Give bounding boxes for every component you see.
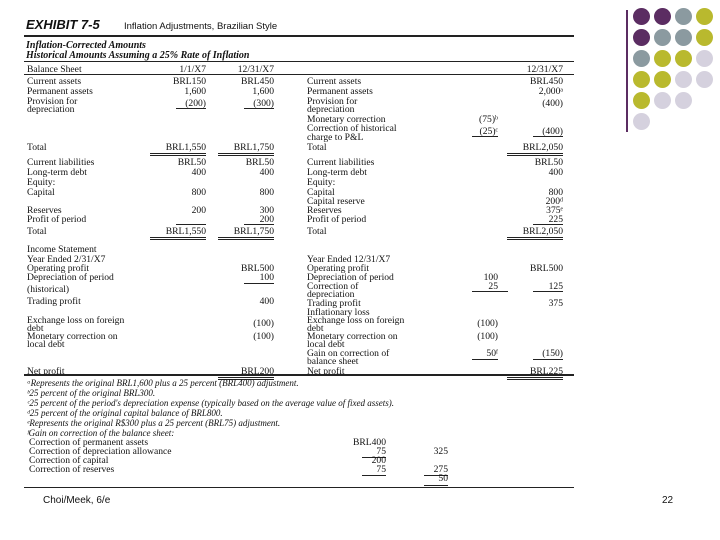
decor-dot <box>675 71 692 88</box>
bs-right-label: Correction of historical <box>307 123 397 134</box>
bs-value: 1,600 <box>184 86 206 97</box>
is-right-label: Inflationary loss <box>307 307 370 318</box>
underline <box>244 283 274 284</box>
is-right-note: (100) <box>477 318 498 329</box>
double-underline <box>507 153 563 156</box>
gain-label: Correction of depreciation allowance <box>29 446 172 457</box>
bs-label: Provision for <box>27 96 78 107</box>
underline <box>244 108 274 109</box>
gain-subtotal: 325 <box>433 446 448 457</box>
bs-right-label: Monetary correction <box>307 114 386 125</box>
bs-label: Profit of period <box>27 214 87 225</box>
bs-label: Total <box>27 142 47 153</box>
is-value: BRL200 <box>240 366 274 377</box>
is-label: debt <box>27 323 44 334</box>
underline <box>472 359 498 360</box>
col-date-1: 1/1/X7 <box>179 64 206 75</box>
decor-dot <box>633 50 650 67</box>
decor-dot <box>633 92 650 109</box>
decor-dot <box>696 50 713 67</box>
bs-right-value: (400) <box>542 126 563 137</box>
is-right-value: 375 <box>548 298 563 309</box>
gain-amount: BRL400 <box>352 437 386 448</box>
underline <box>244 224 274 225</box>
subtitle-corrected: Inflation-Corrected Amounts <box>26 40 146 51</box>
bs-value: BRL1,750 <box>233 226 274 237</box>
bs-value: 800 <box>259 187 274 198</box>
bs-right-value: (400) <box>542 98 563 109</box>
bs-value: BRL150 <box>172 76 206 87</box>
underline <box>176 108 206 109</box>
bs-right-value: 200ᵈ <box>545 196 563 207</box>
decor-dot <box>675 50 692 67</box>
bs-right-label: Profit of period <box>307 214 367 225</box>
is-value: (100) <box>253 318 274 329</box>
is-right-label: Exchange loss on foreign <box>307 315 405 326</box>
decor-dot <box>654 50 671 67</box>
bs-label: Total <box>27 226 47 237</box>
is-right-note: 50ᶠ <box>486 348 498 359</box>
footnote: ᵈ25 percent of the original capital balance of BRL800. <box>27 408 223 418</box>
decor-dot <box>654 29 671 46</box>
footnote: ᶜ25 percent of the period's depreciation expense (typically based on the average value of fixed assets). <box>27 398 395 408</box>
is-right-label: debt <box>307 323 324 334</box>
is-label: (historical) <box>27 284 70 295</box>
is-label: Operating profit <box>27 263 90 274</box>
bs-value: BRL450 <box>240 76 274 87</box>
bs-right-label: charge to P&L <box>307 132 364 143</box>
underline <box>533 291 563 292</box>
underline <box>472 291 508 292</box>
bs-right-value: 225 <box>548 214 563 225</box>
decor-dot <box>696 8 713 25</box>
is-right-value: (150) <box>542 348 563 359</box>
footnote: ᵇ25 percent of the original BRL300. <box>27 388 156 398</box>
is-right-label: Gain on correction of <box>307 348 390 359</box>
underline <box>472 136 498 137</box>
gain-amount: 75 <box>376 446 386 457</box>
bs-value: 1,600 <box>252 86 274 97</box>
bs-value: BRL1,550 <box>165 142 206 153</box>
double-underline <box>507 237 563 240</box>
bs-label: Equity: <box>27 177 56 188</box>
is-right-note: 100 <box>483 272 498 283</box>
is-label: Trading profit <box>27 296 81 307</box>
bs-value: (200) <box>185 98 206 109</box>
decor-dot <box>654 8 671 25</box>
bs-right-label: Provision for <box>307 96 358 107</box>
is-right-note: 25 <box>488 281 498 292</box>
gain-amount: 75 <box>376 464 386 475</box>
gain-label: Correction of reserves <box>29 464 115 475</box>
footnote: ᶠGain on correction of the balance sheet: <box>27 428 175 438</box>
exhibit-title: Inflation Adjustments, Brazilian Style <box>124 21 278 32</box>
decor-dot <box>696 29 713 46</box>
bs-right-label: Current assets <box>307 76 362 87</box>
bs-label: Long-term debt <box>27 167 87 178</box>
decor-dot <box>633 71 650 88</box>
is-value: BRL500 <box>240 263 274 274</box>
double-underline <box>218 153 274 156</box>
is-right-label: Year Ended 12/31/X7 <box>307 254 391 265</box>
bs-value: BRL50 <box>245 157 274 168</box>
bs-right-value: 400 <box>548 167 563 178</box>
bs-label: Reserves <box>27 205 62 216</box>
underline <box>176 224 206 225</box>
gain-label: Correction of capital <box>29 455 109 466</box>
bs-right-label: depreciation <box>307 104 355 115</box>
bs-right-value: 2,000ᵃ <box>538 86 563 97</box>
is-label: Year Ended 2/31/X7 <box>27 254 106 265</box>
income-statement-title: Income Statement <box>27 244 97 255</box>
rule <box>24 487 574 488</box>
bs-right-label: Total <box>307 142 327 153</box>
underline <box>533 136 563 137</box>
bs-right-label: Reserves <box>307 205 342 216</box>
bs-value: BRL1,550 <box>165 226 206 237</box>
rule <box>24 374 574 376</box>
is-right-label: local debt <box>307 339 345 350</box>
underline <box>533 359 563 360</box>
is-label: local debt <box>27 339 65 350</box>
gain-amount: 200 <box>371 455 386 466</box>
decor-dot <box>675 8 692 25</box>
gain-label: Correction of permanent assets <box>29 437 149 448</box>
decor-dot <box>654 92 671 109</box>
is-value: 100 <box>259 272 274 283</box>
bs-value: BRL50 <box>177 157 206 168</box>
is-right-value: BRL225 <box>529 366 563 377</box>
footer-source: Choi/Meek, 6/e <box>43 495 111 506</box>
is-right-label: Trading profit <box>307 298 361 309</box>
is-right-label: Depreciation of period <box>307 272 394 283</box>
bs-right-value: BRL2,050 <box>522 142 563 153</box>
underline <box>362 475 386 476</box>
bs-value: (300) <box>253 98 274 109</box>
bs-value: 800 <box>191 187 206 198</box>
rule <box>24 35 574 37</box>
bs-right-label: Capital reserve <box>307 196 365 207</box>
bs-right-value: 800 <box>548 187 563 198</box>
bs-value: 200 <box>259 214 274 225</box>
bs-right-label: Capital <box>307 187 335 198</box>
decorative-vertical-bar <box>626 10 628 132</box>
decor-dot <box>675 92 692 109</box>
is-label: Net profit <box>27 366 65 377</box>
exhibit-label: EXHIBIT 7-5 <box>26 17 100 32</box>
bs-right-note: (25)ᶜ <box>479 126 498 137</box>
double-underline <box>150 153 206 156</box>
double-underline <box>218 237 274 240</box>
is-value: 400 <box>259 296 274 307</box>
footnote: ᵃRepresents the original BRL1,600 plus a 25 percent (BRL400) adjustment. <box>27 378 299 388</box>
bs-right-value: BRL450 <box>529 76 563 87</box>
bs-right-note: (75)ᵇ <box>479 114 498 125</box>
underline <box>533 224 563 225</box>
bs-right-value: 375ᵉ <box>546 205 563 216</box>
bs-right-value: BRL50 <box>534 157 563 168</box>
col-date-2: 12/31/X7 <box>237 64 274 75</box>
bs-label: Current assets <box>27 76 82 87</box>
bs-label: depreciation <box>27 104 75 115</box>
is-right-label: Correction of <box>307 281 359 292</box>
bs-label: Capital <box>27 187 55 198</box>
decor-dot <box>654 71 671 88</box>
subtitle-historical: Historical Amounts Assuming a 25% Rate of Inflation <box>26 50 250 61</box>
bs-right-value: BRL2,050 <box>522 226 563 237</box>
footnote: ᵉRepresents the original R$300 plus a 25 percent (BRL75) adjustment. <box>27 418 281 428</box>
bs-value: 200 <box>191 205 206 216</box>
is-label: Monetary correction on <box>27 331 118 342</box>
bs-value: BRL1,750 <box>233 142 274 153</box>
is-right-value: BRL500 <box>529 263 563 274</box>
bs-value: 400 <box>259 167 274 178</box>
is-right-label: Net profit <box>307 366 345 377</box>
bs-value: 400 <box>191 167 206 178</box>
rule <box>24 61 574 62</box>
decor-dot <box>696 71 713 88</box>
page-number: 22 <box>662 495 674 506</box>
double-underline <box>507 377 563 380</box>
gain-subtotal: 275 <box>433 464 448 475</box>
bs-value: 300 <box>259 205 274 216</box>
is-right-note: (100) <box>477 331 498 342</box>
is-value: (100) <box>253 331 274 342</box>
bs-label: Current liabilities <box>27 157 95 168</box>
decor-dot <box>633 8 650 25</box>
is-right-label: Monetary correction on <box>307 331 398 342</box>
is-label: Depreciation of period <box>27 272 114 283</box>
decor-dot <box>675 29 692 46</box>
is-right-value: 125 <box>548 281 563 292</box>
decor-dot <box>633 113 650 130</box>
double-underline <box>150 237 206 240</box>
is-label: Exchange loss on foreign <box>27 315 125 326</box>
bs-right-label: Equity: <box>307 177 336 188</box>
bs-right-label: Current liabilities <box>307 157 375 168</box>
is-right-label: Operating profit <box>307 263 370 274</box>
bs-right-label: Total <box>307 226 327 237</box>
is-right-label: depreciation <box>307 289 355 300</box>
bs-right-label: Long-term debt <box>307 167 367 178</box>
gain-result: 50 <box>438 473 448 484</box>
balance-sheet-label: Balance Sheet <box>27 64 82 75</box>
col-date-right: 12/31/X7 <box>526 64 563 75</box>
rule <box>24 74 574 75</box>
decor-dot <box>633 29 650 46</box>
bs-right-label: Permanent assets <box>307 86 373 97</box>
bs-label: Permanent assets <box>27 86 93 97</box>
is-right-label: balance sheet <box>307 356 359 367</box>
